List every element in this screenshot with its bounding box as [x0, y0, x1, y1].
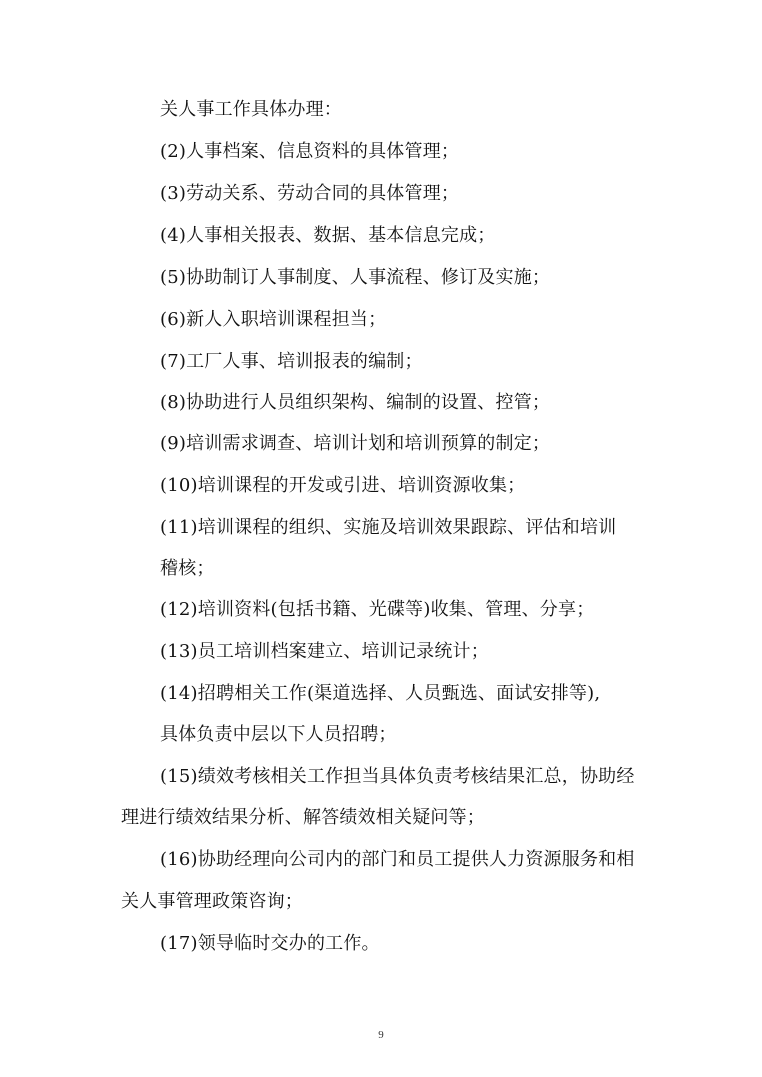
text-line-item-2: (2)人事档案、信息资料的具体管理； [160, 141, 460, 162]
text-line-item-14-cont: 具体负责中层以下人员招聘； [160, 724, 397, 745]
text-line-intro: 关人事工作具体办理： [160, 99, 342, 120]
text-line-item-3: (3)劳动关系、劳动合同的具体管理； [160, 183, 460, 204]
text-line-item-11-cont: 稽核； [160, 558, 215, 579]
text-line-item-12: (12)培训资料(包括书籍、光碟等)收集、管理、分享； [160, 599, 595, 620]
text-line-item-15: (15)绩效考核相关工作担当具体负责考核结果汇总，协助经 [160, 766, 635, 787]
text-line-item-8: (8)协助进行人员组织架构、编制的设置、控管； [160, 392, 551, 413]
text-line-item-7: (7)工厂人事、培训报表的编制； [160, 351, 423, 372]
text-line-item-15-cont: 理进行绩效结果分析、解答绩效相关疑问等； [121, 807, 485, 828]
text-line-item-4: (4)人事相关报表、数据、基本信息完成； [160, 225, 496, 246]
text-line-item-5: (5)协助制订人事制度、人事流程、修订及实施； [160, 267, 551, 288]
text-line-item-11: (11)培训课程的组织、实施及培训效果跟踪、评估和培训 [160, 517, 617, 538]
text-line-item-16-cont: 关人事管理政策咨询； [121, 891, 303, 912]
text-line-item-10: (10)培训课程的开发或引进、培训资源收集； [160, 475, 526, 496]
text-line-item-13: (13)员工培训档案建立、培训记录统计； [160, 641, 489, 662]
text-line-item-14: (14)招聘相关工作(渠道选择、人员甄选、面试安排等), [160, 683, 601, 704]
page-number: 9 [378, 1029, 384, 1041]
text-line-item-6: (6)新人入职培训课程担当； [160, 309, 387, 330]
text-line-item-17: (17)领导临时交办的工作。 [160, 933, 380, 954]
text-line-item-9: (9)培训需求调查、培训计划和培训预算的制定； [160, 433, 551, 454]
text-line-item-16: (16)协助经理向公司内的部门和员工提供人力资源服务和相 [160, 849, 635, 870]
